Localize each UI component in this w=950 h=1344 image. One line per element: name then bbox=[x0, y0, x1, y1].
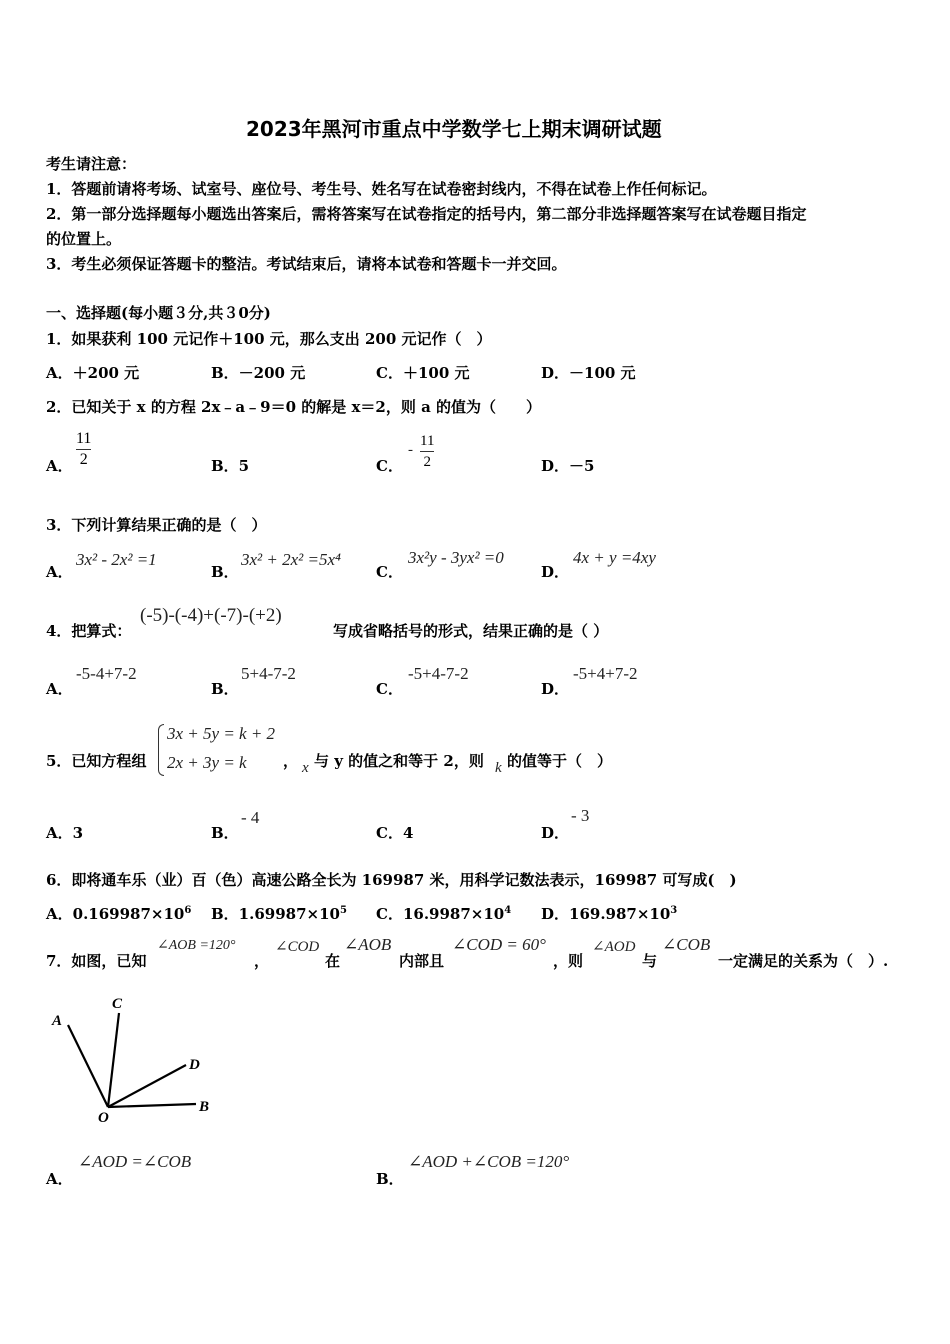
q1-option-b[interactable]: B．－200 元 bbox=[211, 364, 306, 382]
exponent: 3 bbox=[670, 905, 678, 916]
expression: 3x² + 2x² =5x⁴ bbox=[241, 550, 341, 569]
option-text: C．16.9987×10 bbox=[376, 905, 505, 923]
q3-stem: 3．下列计算结果正确的是（ ） bbox=[46, 516, 267, 534]
option-label: C． bbox=[376, 680, 403, 698]
q1-option-a[interactable]: A．＋200 元 bbox=[46, 364, 140, 382]
q5-stem-start: 5．已知方程组 bbox=[46, 752, 147, 770]
option-label: B． bbox=[376, 1170, 404, 1188]
q5-var-k: k bbox=[495, 760, 502, 776]
exponent: 6 bbox=[184, 905, 192, 916]
section-heading: 一、选择题(每小题３分,共３0分) bbox=[46, 304, 271, 322]
option-label: D． bbox=[541, 680, 570, 698]
ray-ob bbox=[108, 1104, 196, 1107]
option-label: A． bbox=[46, 457, 73, 475]
numerator: 11 bbox=[420, 433, 435, 449]
q1-option-d[interactable]: D．－100 元 bbox=[541, 364, 636, 382]
option-label: C． bbox=[376, 563, 403, 581]
label-a: A bbox=[52, 1013, 63, 1029]
expression: 3x² - 2x² =1 bbox=[76, 550, 157, 569]
option-label: B． bbox=[211, 563, 239, 581]
expression: ∠AOD =∠COB bbox=[78, 1152, 192, 1171]
expression: -5-4+7-2 bbox=[76, 664, 137, 683]
option-label: A． bbox=[46, 563, 73, 581]
q7-stem-1: 7．如图，已知 bbox=[46, 952, 147, 970]
option-text: A．0.169987×10 bbox=[46, 905, 185, 923]
q4-expression: (-5)-(-4)+(-7)-(+2) bbox=[140, 605, 282, 626]
option-label: A． bbox=[46, 680, 73, 698]
notice-item-2-cont: 的位置上。 bbox=[46, 230, 122, 248]
q7-stem-5: ，则 bbox=[553, 952, 584, 970]
q5-equation-2: 2x + 3y = k bbox=[167, 753, 247, 772]
option-label: B． bbox=[211, 824, 239, 842]
q6-option-d[interactable] bbox=[541, 903, 677, 924]
q1-stem: 1．如果获利 100 元记作＋100 元，那么支出 200 元记作（ ） bbox=[46, 330, 492, 348]
q5-equation-1: 3x + 5y = k + 2 bbox=[167, 724, 276, 743]
q7-stem-3: 在 bbox=[325, 952, 341, 970]
q7-math-5: ∠AOD bbox=[592, 939, 636, 955]
option-label: D． bbox=[541, 563, 570, 581]
label-d: D bbox=[189, 1057, 200, 1073]
denominator: 2 bbox=[79, 451, 88, 468]
option-text: D．169.987×10 bbox=[541, 905, 671, 923]
q6-option-c[interactable] bbox=[376, 903, 511, 924]
q7-math-6: ∠COB bbox=[662, 935, 711, 954]
q7-stem-2: ， bbox=[254, 952, 270, 970]
q5-comma: ， bbox=[283, 752, 299, 770]
q7-math-2: ∠COD bbox=[275, 939, 320, 955]
numerator: 11 bbox=[76, 430, 92, 447]
q6-option-a[interactable] bbox=[46, 903, 191, 924]
q5-stem-mid: 与 y 的值之和等于 2，则 bbox=[314, 752, 484, 770]
expression: ∠AOD +∠COB =120° bbox=[408, 1152, 570, 1171]
option-label: D． bbox=[541, 824, 570, 842]
exponent: 5 bbox=[339, 905, 347, 916]
value: - 3 bbox=[571, 806, 590, 825]
angle-figure bbox=[46, 990, 226, 1125]
q7-stem-7: 一定满足的关系为（ ）. bbox=[718, 952, 889, 970]
q4-stem-end: 写成省略括号的形式，结果正确的是（ ） bbox=[333, 622, 609, 640]
ray-oc bbox=[108, 1013, 119, 1107]
notice-item-1: 1．答题前请将考场、试室号、座位号、考生号、姓名写在试卷密封线内，不得在试卷上作任何标记。 bbox=[46, 180, 717, 198]
system-brace bbox=[158, 724, 164, 776]
q6-stem: 6．即将通车乐（业）百（色）高速公路全长为 169987 米，用科学记数法表示，169987 可写成( ) bbox=[46, 871, 737, 889]
label-o: O bbox=[98, 1110, 109, 1125]
q5-stem-end: 的值等于（ ） bbox=[507, 752, 613, 770]
notice-item-2: 2．第一部分选择题每小题选出答案后，需将答案写在试卷指定的括号内，第二部分非选择题答案写在试卷题目指定 bbox=[46, 205, 807, 223]
q6-option-b[interactable] bbox=[211, 903, 347, 924]
option-label: A． bbox=[46, 1170, 73, 1188]
option-label: C． bbox=[376, 457, 403, 475]
label-c: C bbox=[112, 996, 123, 1012]
fraction bbox=[76, 430, 91, 469]
q7-math-4: ∠COD = 60° bbox=[452, 935, 546, 954]
expression: 3x²y - 3yx² =0 bbox=[408, 548, 504, 567]
q7-math-3: ∠AOB bbox=[344, 935, 392, 954]
exponent: 4 bbox=[504, 905, 512, 916]
ray-oa bbox=[68, 1025, 108, 1107]
q5-option-c[interactable]: C．4 bbox=[376, 824, 414, 842]
notice-heading: 考生请注意： bbox=[46, 155, 137, 173]
expression: -5+4-7-2 bbox=[408, 664, 469, 683]
expression: 4x + y =4xy bbox=[573, 548, 656, 567]
ray-od bbox=[108, 1065, 186, 1107]
q5-var-x: x bbox=[302, 760, 309, 776]
value: - 4 bbox=[241, 808, 260, 827]
q1-option-c[interactable]: C．＋100 元 bbox=[376, 364, 470, 382]
q2-option-b[interactable]: B．5 bbox=[211, 457, 250, 475]
q2-option-d[interactable]: D．－5 bbox=[541, 457, 595, 475]
q7-stem-4: 内部且 bbox=[399, 952, 445, 970]
option-label: B． bbox=[211, 680, 239, 698]
q7-stem-6: 与 bbox=[642, 952, 658, 970]
q4-stem-start: 4．把算式： bbox=[46, 622, 132, 640]
denominator: 2 bbox=[423, 454, 431, 470]
option-text: B．1.69987×10 bbox=[211, 905, 340, 923]
q5-option-a[interactable]: A．3 bbox=[46, 824, 84, 842]
expression: -5+4+7-2 bbox=[573, 664, 638, 683]
minus-sign: - bbox=[408, 442, 413, 458]
q2-stem: 2．已知关于 x 的方程 2x﹣a﹣9＝0 的解是 x＝2，则 a 的值为（ ） bbox=[46, 398, 542, 416]
page-title: 2023年黑河市重点中学数学七上期末调研试题 bbox=[246, 117, 662, 141]
fraction bbox=[420, 432, 434, 471]
notice-item-3: 3．考生必须保证答题卡的整洁。考试结束后，请将本试卷和答题卡一并交回。 bbox=[46, 255, 567, 273]
q7-math-1: ∠AOB =120° bbox=[157, 938, 236, 953]
label-b: B bbox=[199, 1099, 210, 1115]
expression: 5+4-7-2 bbox=[241, 664, 296, 683]
